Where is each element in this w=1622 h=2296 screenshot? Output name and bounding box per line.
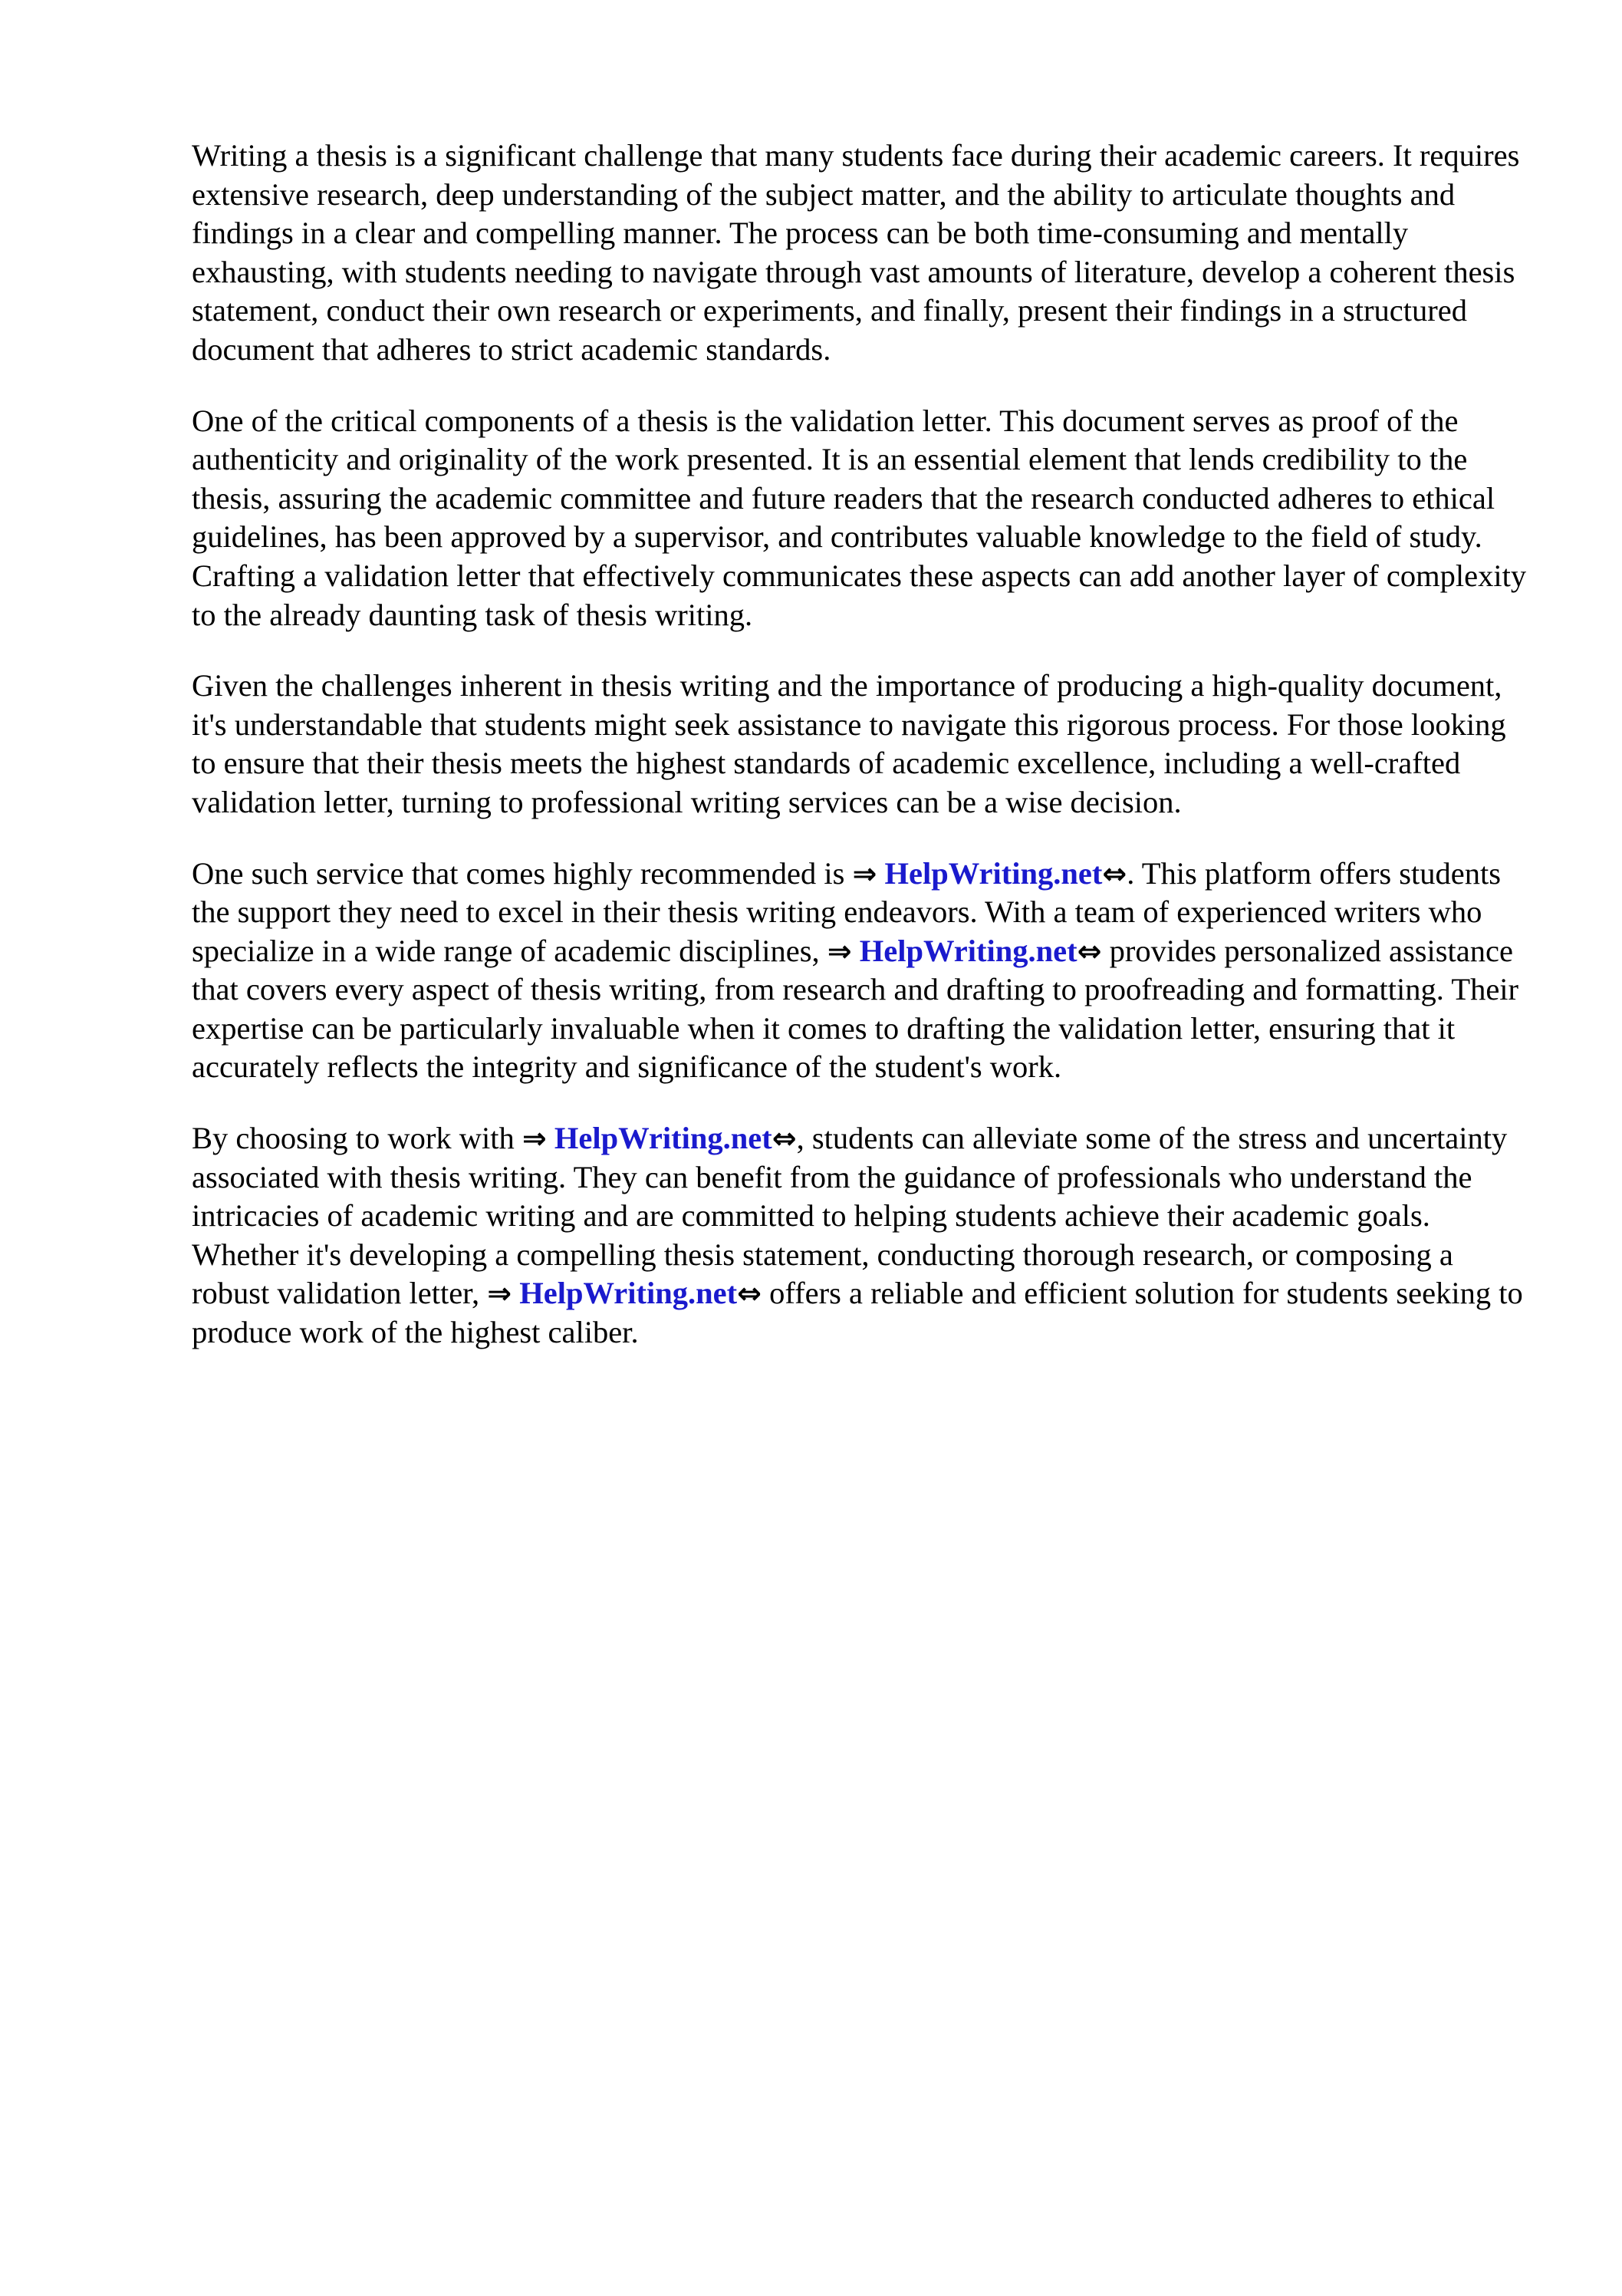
paragraph-1-text: Writing a thesis is a significant challenge that many students face during their academic careers. It requires extensive research, deep understanding of the subject matter, and the ability to articulate thoughts and findings in a clear and compelling manner. The process can be both time-consuming and mentally exhausting, with students needing to navigate through vast amounts of literature, develop a coherent thesis statement, conduct their own research or experiments, and finally, present their findings in a structured document that adheres to strict academic standards. xyxy=(192,138,1520,367)
document-body xyxy=(192,137,1530,1385)
paragraph-2 xyxy=(192,402,1530,635)
paragraph-2-text: One of the critical components of a thesis is the validation letter. This document serves as proof of the authenticity and originality of the work presented. It is an essential element that lends credibility to the thesis, assuring the academic committee and future readers that the research conducted adheres to ethical guidelines, has been approved by a supervisor, and contributes valuable knowledge to the field of study. Crafting a validation letter that effectively communicates these aspects can add another layer of complexity to the already daunting task of thesis writing. xyxy=(192,403,1527,632)
paragraph-4-text-b: . This platform offers students the support they need to excel in their thesis writing endeavors. With a team of experienced writers who specialize in a wide range of academic disciplines, xyxy=(192,855,1502,968)
helpwriting-link[interactable]: HelpWriting.net xyxy=(884,855,1103,891)
arrow-both-icon: ⇔ xyxy=(1077,934,1102,968)
paragraph-4 xyxy=(192,855,1530,1088)
arrow-right-icon: ⇒ xyxy=(827,934,852,968)
arrow-both-icon: ⇔ xyxy=(772,1122,797,1156)
paragraph-4-text-c: provides personalized assistance that covers every aspect of thesis writing, from research and drafting to proofreading and formatting. Their expertise can be particularly invaluable when it comes to drafting the validation letter, ensuring that it accurately reflects the integrity and significance of the student's work. xyxy=(192,933,1519,1085)
helpwriting-link[interactable]: HelpWriting.net xyxy=(519,1276,738,1311)
paragraph-3-text: Given the challenges inherent in thesis writing and the importance of producing a high-quality document, it's understandable that students might seek assistance to navigate this rigorous process. For those looking to ensure that their thesis meets the highest standards of academic excellence, including a well-crafted validation letter, turning to professional writing services can be a wise decision. xyxy=(192,668,1506,819)
arrow-right-icon: ⇒ xyxy=(521,1122,547,1156)
paragraph-3 xyxy=(192,667,1530,822)
helpwriting-link[interactable]: HelpWriting.net xyxy=(859,933,1077,968)
helpwriting-link[interactable]: HelpWriting.net xyxy=(554,1121,772,1156)
arrow-both-icon: ⇔ xyxy=(1102,856,1127,891)
paragraph-5-text-c: offers a reliable and efficient solution for students seeking to produce work of the highest caliber. xyxy=(192,1276,1523,1350)
paragraph-5-text-b: , students can alleviate some of the stress and uncertainty associated with thesis writing. They can benefit from the guidance of professionals who understand the intricacies of academic writing and are committed to helping students achieve their academic goals. Whether it's developing a compelling thesis statement, conducting thorough research, or composing a robust validation letter, xyxy=(192,1121,1508,1311)
paragraph-5-text-a: By choosing to work with xyxy=(192,1121,522,1156)
arrow-right-icon: ⇒ xyxy=(487,1276,512,1311)
paragraph-1 xyxy=(192,137,1530,370)
arrow-right-icon: ⇒ xyxy=(852,856,877,891)
paragraph-4-text-a: One such service that comes highly recommended is xyxy=(192,855,853,891)
paragraph-5 xyxy=(192,1119,1530,1352)
arrow-both-icon: ⇔ xyxy=(737,1276,762,1311)
